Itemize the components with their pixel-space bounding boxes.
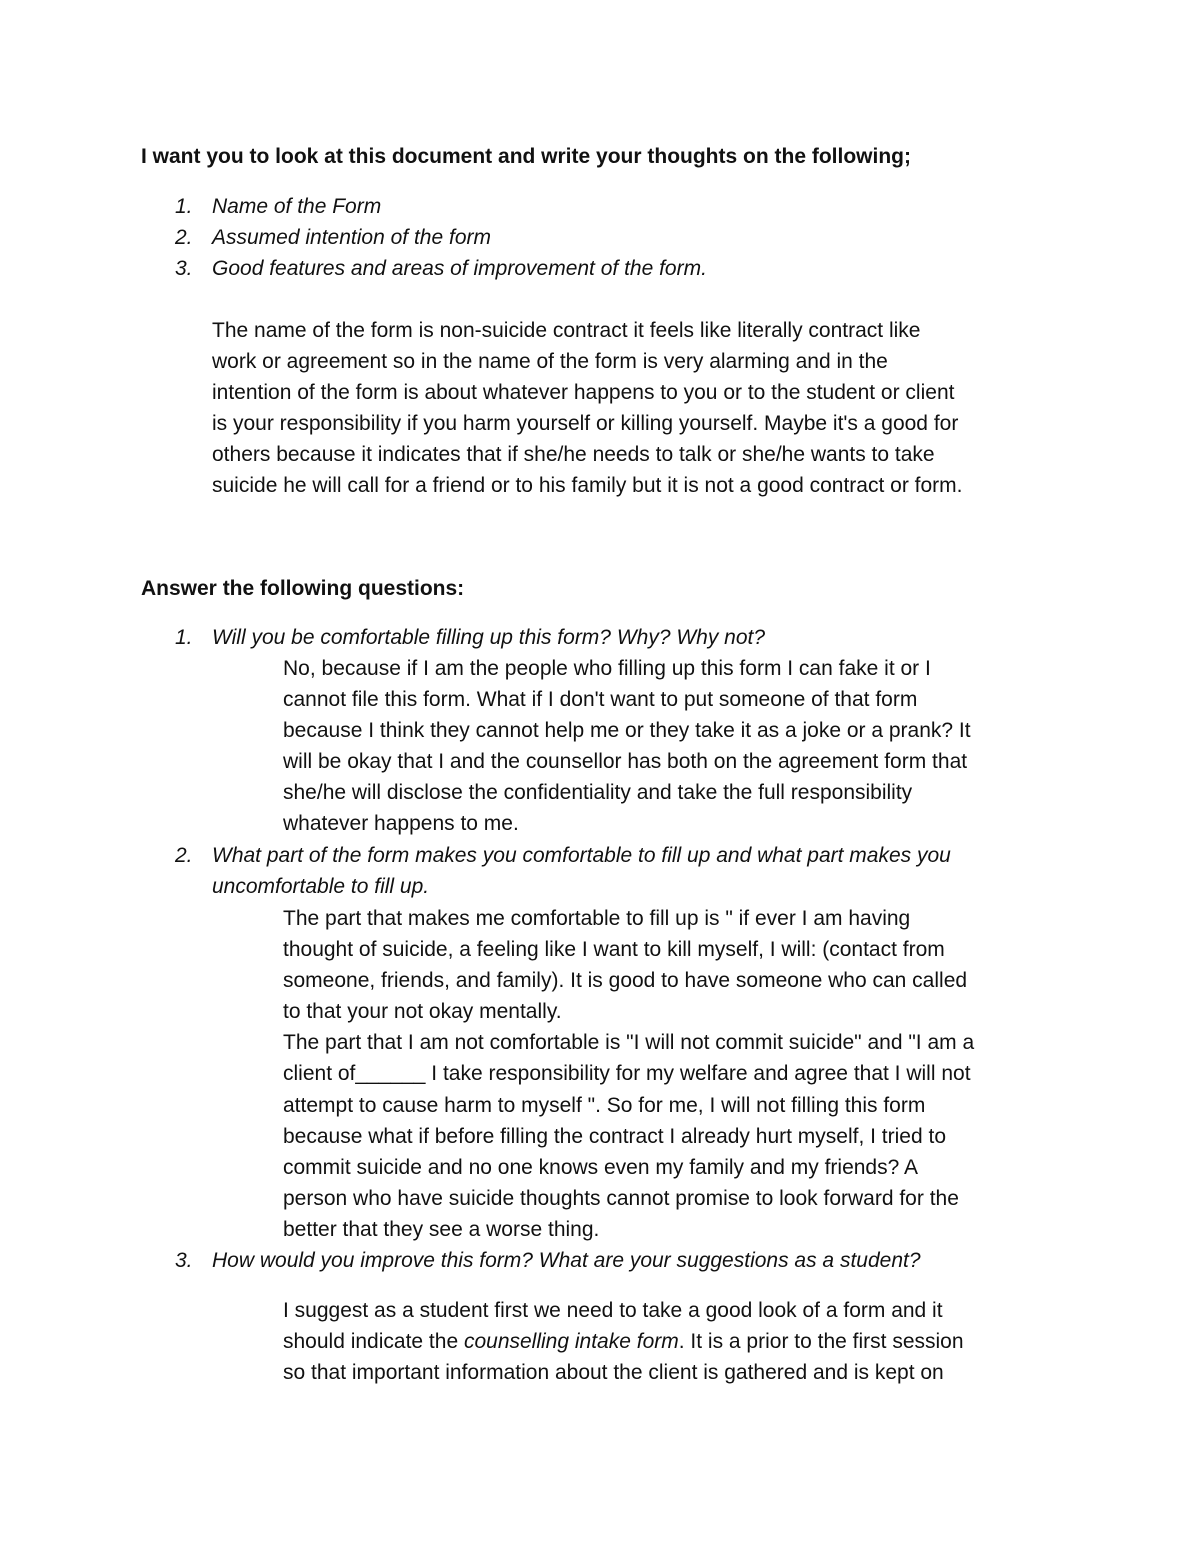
answer-line: The name of the form is non-suicide contract it feels like literally contract like bbox=[212, 319, 921, 342]
answer-line: better that they see a worse thing. bbox=[283, 1217, 600, 1241]
answer-line: commit suicide and no one knows even my family and my friends? A bbox=[283, 1155, 918, 1179]
question-3 bbox=[175, 1245, 1100, 1276]
answer-line: intention of the form is about whatever happens to you or to the student or client bbox=[212, 381, 955, 405]
section1-heading: I want you to look at this document and write your thoughts on the following; bbox=[141, 145, 911, 168]
counselling-intake-form-emphasis: counselling intake form bbox=[463, 1330, 679, 1354]
question-2 bbox=[175, 840, 1050, 902]
question-text: Will you be comfortable filling up this form? Why? Why not? bbox=[212, 626, 766, 649]
section1-answer bbox=[212, 315, 963, 502]
list-item-name-of-form bbox=[175, 191, 1100, 222]
question-1-answer bbox=[283, 653, 971, 840]
answer-line: so that important information about the client is gathered and is kept on bbox=[283, 1361, 944, 1385]
answer-line: person who have suicide thoughts cannot promise to look forward for the bbox=[283, 1186, 959, 1210]
answer-line: No, because if I am the people who filling up this form I can fake it or I bbox=[283, 657, 931, 680]
question-3-answer bbox=[283, 1295, 964, 1388]
question-text: What part of the form makes you comfortable to fill up and what part makes you uncomfortable to fill up. bbox=[212, 844, 951, 898]
question-number: 3. bbox=[175, 1249, 193, 1272]
answer-line: others because it indicates that if she/he needs to talk or she/he wants to take bbox=[212, 443, 935, 467]
answer-line: thought of suicide, a feeling like I want to kill myself, I will: (contact from bbox=[283, 938, 945, 962]
answer-line: I suggest as a student first we need to take a good look of a form and it bbox=[283, 1299, 943, 1322]
list-item-assumed-intention bbox=[175, 222, 1100, 253]
answer-line: whatever happens to me. bbox=[283, 812, 519, 836]
answer-line: will be okay that I and the counsellor has both on the agreement form that bbox=[283, 750, 968, 774]
question-2-answer bbox=[283, 903, 974, 1245]
list-text: Name of the Form bbox=[212, 195, 382, 218]
answer-line: The part that makes me comfortable to fill up is " if ever I am having bbox=[283, 907, 911, 930]
answer-line: work or agreement so in the name of the form is very alarming and in the bbox=[212, 350, 888, 374]
answer-line: attempt to cause harm to myself ". So for me, I will not filling this form bbox=[283, 1093, 926, 1117]
answer-line bbox=[283, 1326, 964, 1357]
answer-line: client of______ I take responsibility for my welfare and agree that I will not bbox=[283, 1062, 971, 1086]
answer-line: cannot file this form. What if I don't want to put someone of that form bbox=[283, 688, 918, 712]
list-text: Assumed intention of the form bbox=[212, 226, 491, 249]
answer-line: she/he will disclose the confidentiality and take the full responsibility bbox=[283, 781, 913, 805]
list-number: 2. bbox=[175, 226, 193, 249]
list-number: 3. bbox=[175, 257, 193, 280]
section2-heading: Answer the following questions: bbox=[141, 577, 465, 600]
question-text: How would you improve this form? What are your suggestions as a student? bbox=[212, 1249, 921, 1272]
list-item-good-features bbox=[175, 253, 1100, 284]
answer-line: someone, friends, and family). It is good to have someone who can called bbox=[283, 969, 968, 993]
answer-line: is your responsibility if you harm yourself or killing yourself. Maybe it's a good for bbox=[212, 412, 959, 436]
answer-line: The part that I am not comfortable is "I will not commit suicide" and "I am a bbox=[283, 1031, 975, 1055]
question-number: 1. bbox=[175, 626, 193, 649]
answer-line-part: . It is a prior to the first session bbox=[678, 1330, 964, 1354]
list-number: 1. bbox=[175, 195, 193, 218]
list-text: Good features and areas of improvement of the form. bbox=[212, 257, 707, 280]
answer-line: to that your not okay mentally. bbox=[283, 1000, 562, 1024]
answer-line: because what if before filling the contract I already hurt myself, I tried to bbox=[283, 1124, 946, 1148]
question-1 bbox=[175, 622, 1100, 653]
answer-line: because I think they cannot help me or they take it as a joke or a prank? It bbox=[283, 719, 971, 743]
question-number: 2. bbox=[175, 844, 193, 867]
answer-line-part: should indicate the bbox=[283, 1330, 464, 1354]
answer-line: suicide he will call for a friend or to his family but it is not a good contract or form. bbox=[212, 474, 963, 498]
